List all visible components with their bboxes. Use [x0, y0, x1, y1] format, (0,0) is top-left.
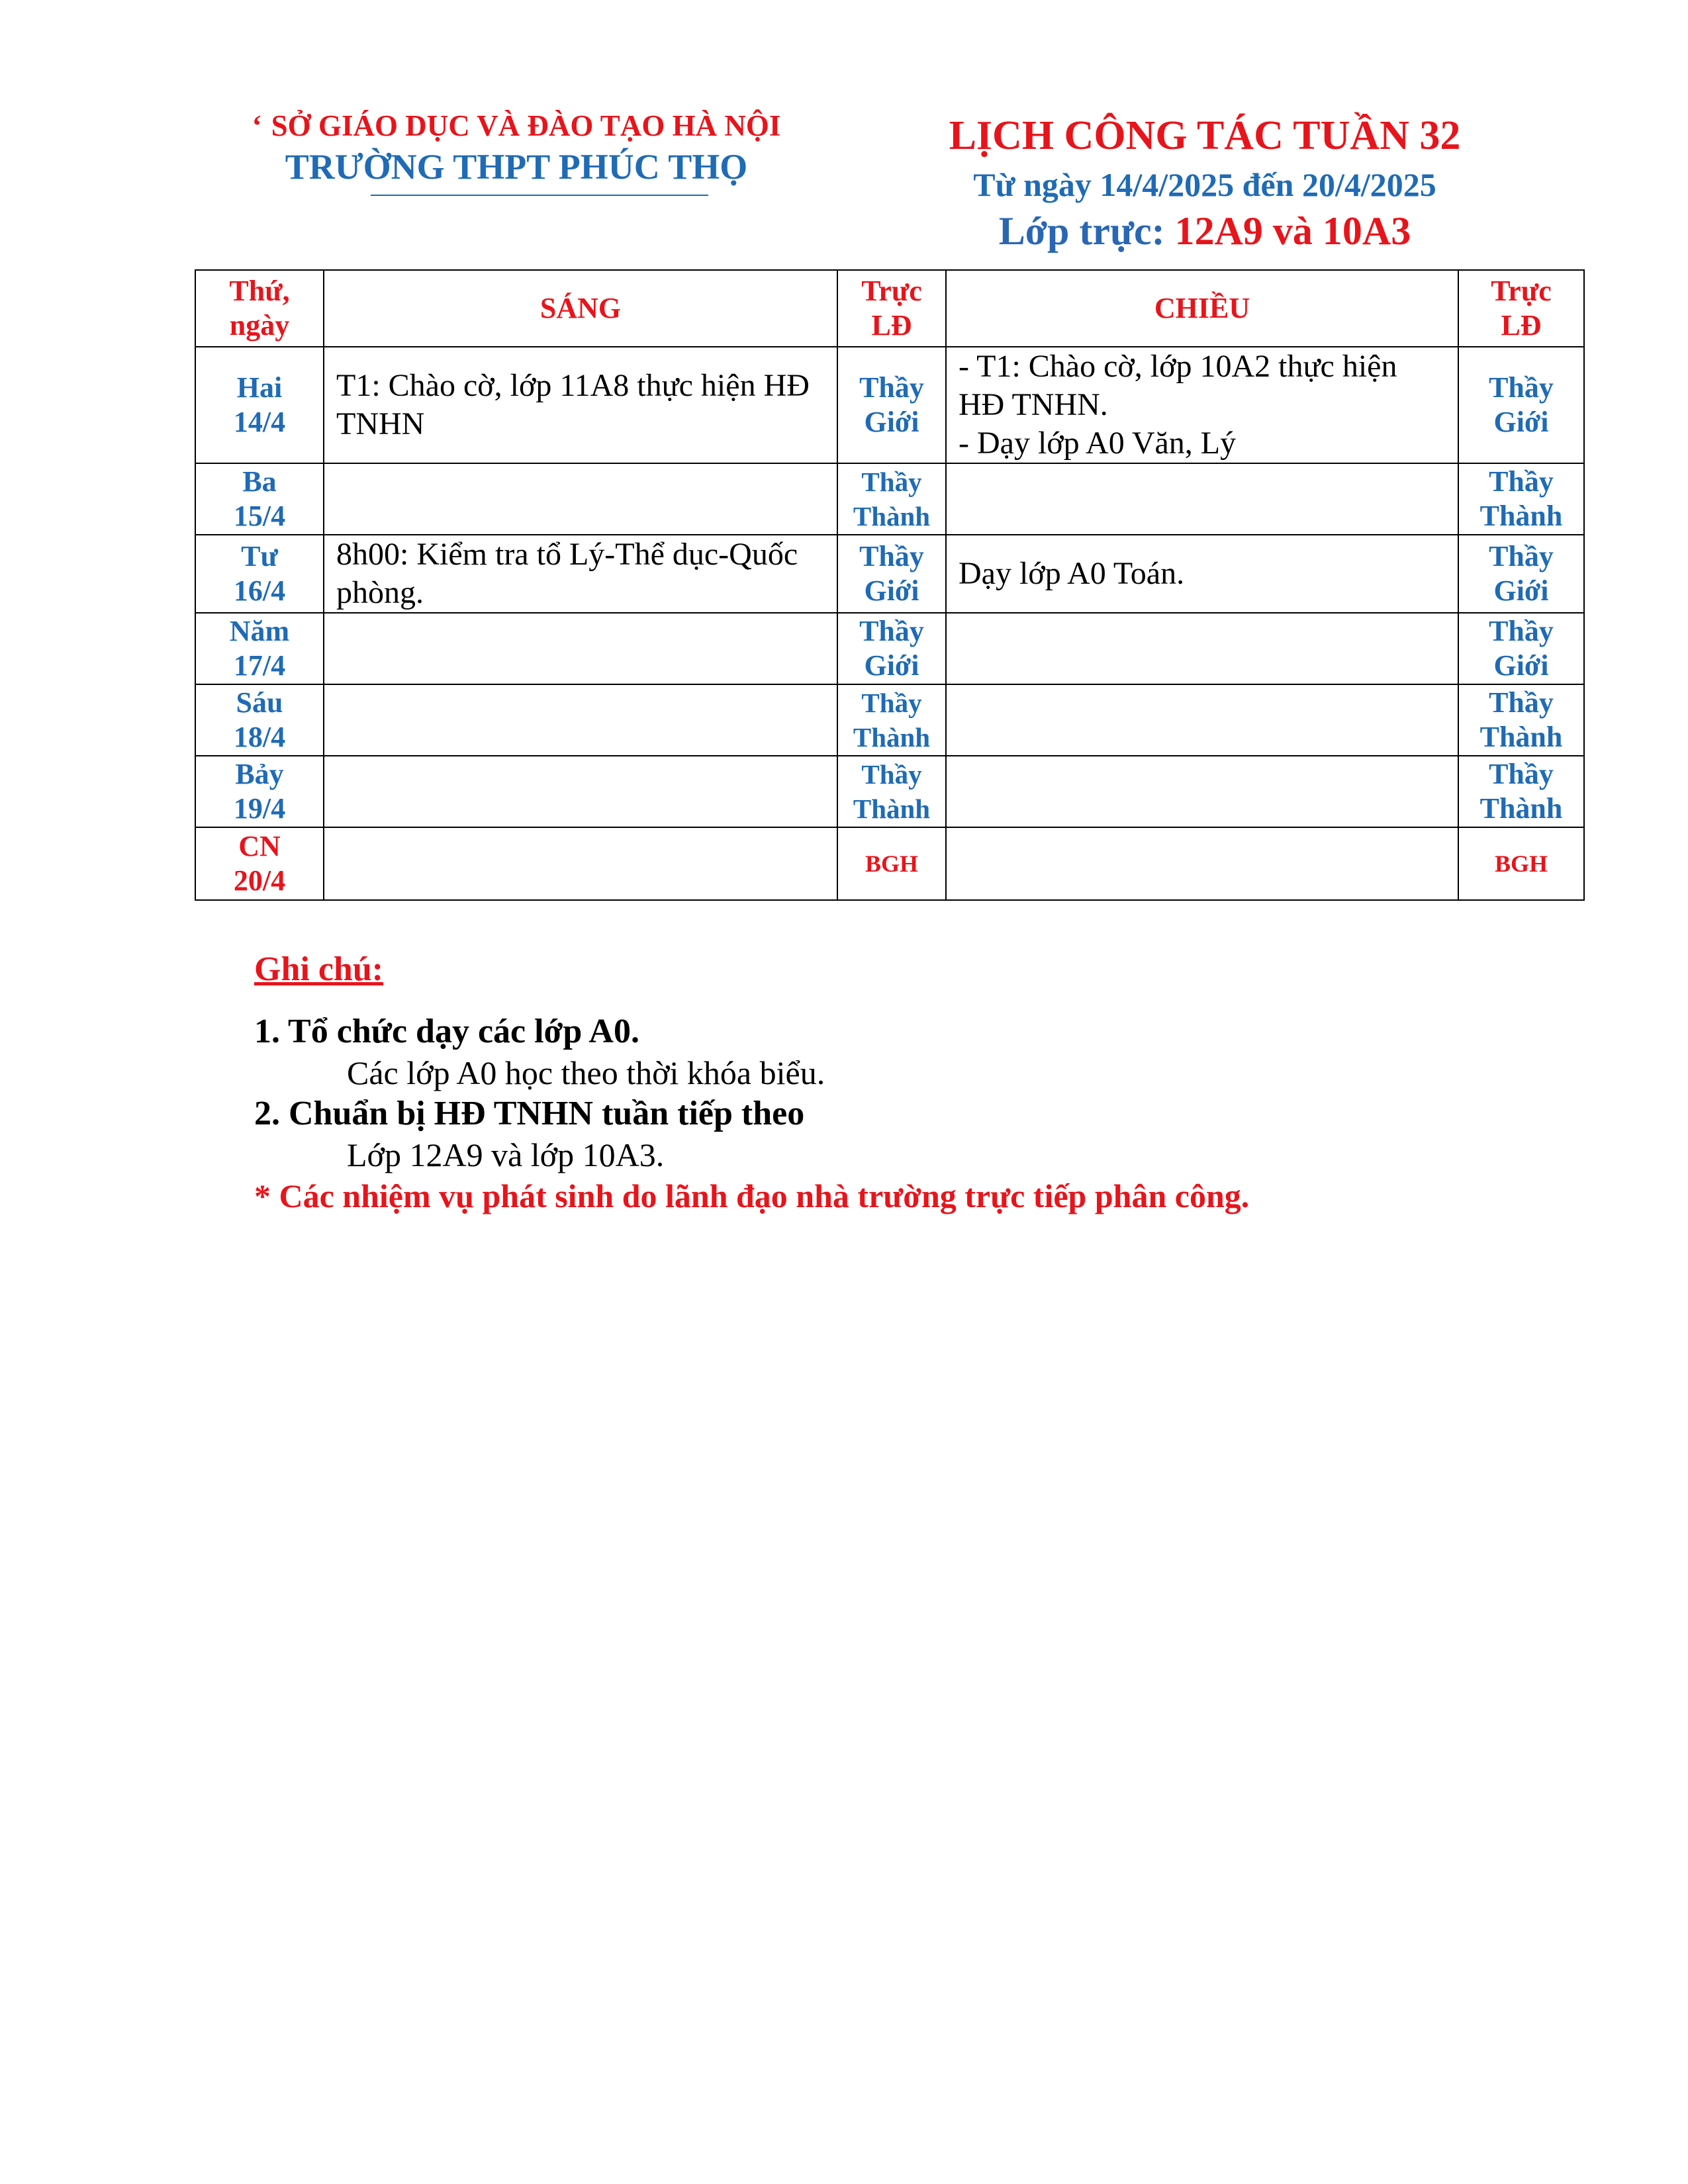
- morning-cell: [324, 613, 837, 684]
- duty-value: 12A9 và 10A3: [1174, 209, 1411, 253]
- note-item-2: 2. Chuẩn bị HĐ TNHN tuần tiếp theo: [254, 1095, 805, 1132]
- duty-am-cell: Thầy Thành: [837, 684, 946, 756]
- afternoon-cell: [946, 613, 1458, 684]
- duty-am-cell: Thầy Thành: [837, 463, 946, 535]
- header-left: [218, 106, 814, 196]
- stray-mark: ‘: [252, 109, 262, 142]
- note-item-2-detail: Lớp 12A9 và lớp 10A3.: [347, 1136, 665, 1173]
- header-right: [887, 109, 1523, 255]
- table-row: [195, 535, 1584, 613]
- note-item-1: 1. Tổ chức dạy các lớp A0.: [254, 1013, 639, 1050]
- day-cell: Hai 14/4: [195, 347, 324, 463]
- day-cell: Năm 17/4: [195, 613, 324, 684]
- school-name: TRƯỜNG THPT PHÚC THỌ: [285, 147, 748, 187]
- morning-cell: [324, 463, 837, 535]
- schedule-title: LỊCH CÔNG TÁC TUẦN 32: [949, 113, 1461, 158]
- duty-pm-cell: Thầy Giới: [1458, 535, 1584, 613]
- department-name: [218, 106, 814, 146]
- table-row: [195, 684, 1584, 756]
- duty-pm-cell: BGH: [1458, 827, 1584, 900]
- duty-pm-cell: Thầy Giới: [1458, 613, 1584, 684]
- duty-am-cell: BGH: [837, 827, 946, 900]
- duty-am-cell: Thầy Thành: [837, 756, 946, 827]
- table-row: [195, 463, 1584, 535]
- duty-label: Lớp trực:: [998, 209, 1165, 253]
- date-range: Từ ngày 14/4/2025 đến 20/4/2025: [973, 166, 1436, 203]
- morning-cell: [324, 684, 837, 756]
- duty-classes: [887, 207, 1523, 255]
- duty-pm-cell: Thầy Giới: [1458, 347, 1584, 463]
- duty-am-cell: Thầy Giới: [837, 535, 946, 613]
- afternoon-cell: - T1: Chào cờ, lớp 10A2 thực hiện HĐ TNHN. - Dạy lớp A0 Văn, Lý: [946, 347, 1458, 463]
- morning-cell: [324, 756, 837, 827]
- day-cell: Tư 16/4: [195, 535, 324, 613]
- day-cell: Sáu 18/4: [195, 684, 324, 756]
- afternoon-cell: [946, 827, 1458, 900]
- afternoon-cell: [946, 756, 1458, 827]
- day-cell: CN 20/4: [195, 827, 324, 900]
- day-cell: Bảy 19/4: [195, 756, 324, 827]
- morning-cell: 8h00: Kiểm tra tổ Lý-Thể dục-Quốc phòng.: [324, 535, 837, 613]
- note-extra: * Các nhiệm vụ phát sinh do lãnh đạo nhà trường trực tiếp phân công.: [254, 1177, 1250, 1214]
- school-underline: [371, 195, 708, 196]
- schedule-table: [195, 269, 1585, 901]
- header-duty-pm: Trực LĐ: [1458, 270, 1584, 347]
- header-day: Thứ, ngày: [195, 270, 324, 347]
- afternoon-cell: [946, 684, 1458, 756]
- table-row: [195, 827, 1584, 900]
- duty-pm-cell: Thầy Thành: [1458, 463, 1584, 535]
- morning-cell: [324, 827, 837, 900]
- department-text: SỞ GIÁO DỤC VÀ ĐÀO TẠO HÀ NỘI: [271, 109, 781, 142]
- morning-cell: T1: Chào cờ, lớp 11A8 thực hiện HĐ TNHN: [324, 347, 837, 463]
- header-afternoon: CHIỀU: [946, 270, 1458, 347]
- table-row: [195, 613, 1584, 684]
- table-row: [195, 347, 1584, 463]
- duty-am-cell: Thầy Giới: [837, 347, 946, 463]
- header-morning: SÁNG: [324, 270, 837, 347]
- note-item-1-detail: Các lớp A0 học theo thời khóa biểu.: [347, 1054, 825, 1091]
- afternoon-cell: Dạy lớp A0 Toán.: [946, 535, 1458, 613]
- duty-pm-cell: Thầy Thành: [1458, 684, 1584, 756]
- duty-am-cell: Thầy Giới: [837, 613, 946, 684]
- notes-title: Ghi chú:: [254, 950, 384, 988]
- duty-pm-cell: Thầy Thành: [1458, 756, 1584, 827]
- header-duty-am: Trực LĐ: [837, 270, 946, 347]
- table-row: [195, 756, 1584, 827]
- afternoon-cell: [946, 463, 1458, 535]
- notes-section: [254, 946, 1578, 1216]
- table-header-row: [195, 270, 1584, 347]
- day-cell: Ba 15/4: [195, 463, 324, 535]
